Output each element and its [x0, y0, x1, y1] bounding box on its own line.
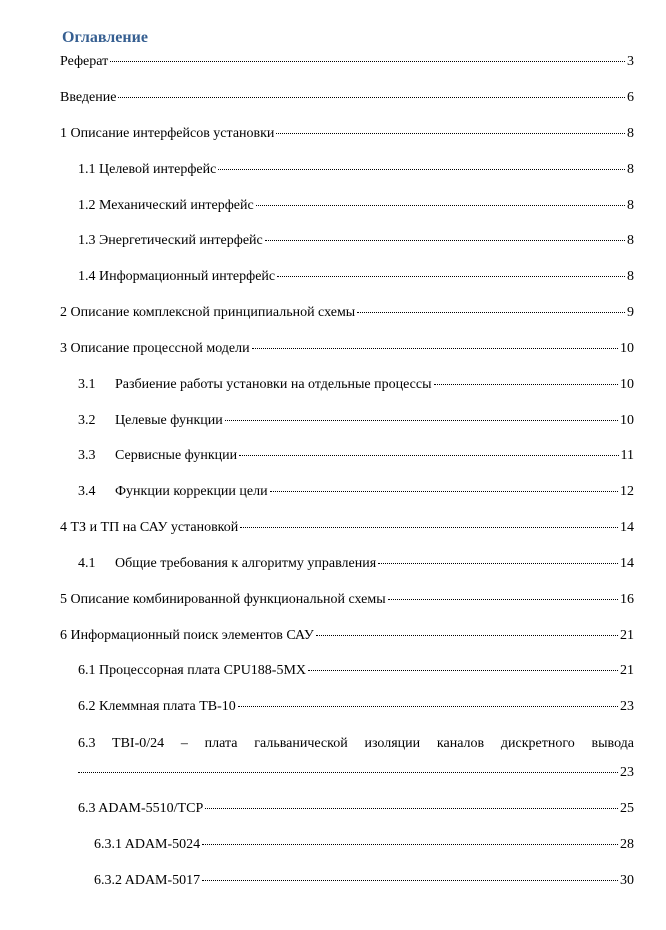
- dot-leader: [238, 705, 618, 707]
- dot-leader: [205, 807, 618, 809]
- toc-entry-page: 21: [620, 628, 634, 643]
- toc-entry-number: 4.1: [78, 556, 96, 571]
- dot-leader: [252, 347, 618, 349]
- toc-entry-page: 25: [620, 801, 634, 816]
- toc-entry-title: Целевые функции: [115, 413, 223, 428]
- toc-entry[interactable]: [60, 339, 634, 359]
- toc-entry[interactable]: [78, 267, 634, 287]
- dot-leader: [270, 490, 618, 492]
- toc-entry[interactable]: [78, 446, 634, 466]
- dot-leader: [225, 419, 618, 421]
- toc-entry-page: 9: [627, 305, 634, 320]
- dot-leader: [316, 634, 618, 636]
- toc-entry-page: 8: [627, 126, 634, 141]
- toc-entry-page: 12: [620, 484, 634, 499]
- toc-entry-page: 10: [620, 377, 634, 392]
- toc-entry-title: 6.3 ADAM-5510/TCP: [78, 801, 204, 816]
- toc-entry-page: 10: [620, 341, 634, 356]
- toc-entry[interactable]: [60, 52, 634, 72]
- toc-entry-page: 8: [627, 162, 634, 177]
- toc-entry-title: 6.3.1 ADAM-5024: [94, 837, 201, 852]
- toc-entry-title: 6.2 Клеммная плата TB-10: [78, 699, 236, 714]
- toc-entry[interactable]: [60, 518, 634, 538]
- toc-entry-page: 14: [620, 556, 634, 571]
- dot-leader: [239, 454, 618, 456]
- dot-leader: [265, 239, 625, 241]
- dot-leader: [277, 275, 625, 277]
- toc-entry-title: 5 Описание комбинированной функциональной схемы: [60, 592, 386, 607]
- toc-entry-page: 8: [627, 269, 634, 284]
- dot-leader: [202, 879, 618, 881]
- dot-leader: [202, 843, 618, 845]
- toc-entry-title: Реферат: [60, 54, 109, 69]
- toc-entry[interactable]: [60, 88, 634, 108]
- toc-entry[interactable]: [60, 303, 634, 323]
- toc-entry[interactable]: [78, 160, 634, 180]
- toc-entry-title: 1.4 Информационный интерфейс: [78, 269, 276, 284]
- toc-entry-number: 3.4: [78, 484, 96, 499]
- toc-entry[interactable]: [78, 763, 634, 783]
- toc-entry[interactable]: [78, 554, 634, 574]
- toc-entry-page: 6: [627, 90, 634, 105]
- toc-entry-wrapped-title[interactable]: 6.3 TBI-0/24 – плата гальванической изоляции каналов дискретного вывода: [78, 736, 634, 751]
- toc-entry-number: 3.1: [78, 377, 96, 392]
- toc-entry-page: 23: [620, 765, 634, 780]
- toc-entry[interactable]: [94, 835, 634, 855]
- toc-entry[interactable]: [78, 661, 634, 681]
- toc-entry-title: 3 Описание процессной модели: [60, 341, 250, 356]
- dot-leader: [118, 96, 625, 98]
- toc-entry[interactable]: [60, 626, 634, 646]
- toc-entry-page: 28: [620, 837, 634, 852]
- toc-entry-number: 3.2: [78, 413, 96, 428]
- toc-entry-title: 6.1 Процессорная плата CPU188-5MX: [78, 663, 307, 678]
- dot-leader: [218, 168, 625, 170]
- toc-entry-title: Введение: [60, 90, 117, 105]
- toc-entry[interactable]: [78, 411, 634, 431]
- toc-entry[interactable]: [78, 196, 634, 216]
- toc-entry-title: 1.3 Энергетический интерфейс: [78, 233, 263, 248]
- dot-leader: [276, 132, 625, 134]
- toc-entry-title: 1.2 Механический интерфейс: [78, 198, 254, 213]
- toc-entry-title: Функции коррекции цели: [115, 484, 268, 499]
- toc-entry-title: Сервисные функции: [115, 448, 238, 463]
- toc-entry-page: 8: [627, 198, 634, 213]
- dot-leader: [110, 60, 625, 62]
- toc-entry-title: 6.3.2 ADAM-5017: [94, 873, 201, 888]
- toc-heading: Оглавление: [62, 29, 148, 46]
- toc-entry[interactable]: [78, 799, 634, 819]
- toc-entry[interactable]: [60, 590, 634, 610]
- toc-entry-number: 3.3: [78, 448, 96, 463]
- dot-leader: [78, 771, 618, 773]
- toc-entry-page: 14: [620, 520, 634, 535]
- toc-entry-page: 16: [620, 592, 634, 607]
- toc-entry[interactable]: [94, 871, 634, 891]
- toc-entry-page: 21: [620, 663, 634, 678]
- toc-entry-title: 2 Описание комплексной принципиальной схемы: [60, 305, 356, 320]
- toc-entry[interactable]: [60, 124, 634, 144]
- toc-entry-title: 4 ТЗ и ТП на САУ установкой: [60, 520, 239, 535]
- toc-entry-title: 1 Описание интерфейсов установки: [60, 126, 275, 141]
- toc-entry-title: Разбиение работы установки на отдельные процессы: [115, 377, 432, 392]
- toc-entry-page: 30: [620, 873, 634, 888]
- toc-entry[interactable]: [78, 231, 634, 251]
- dot-leader: [378, 562, 618, 564]
- toc-entry-page: 3: [627, 54, 634, 69]
- toc-entry-page: 10: [620, 413, 634, 428]
- dot-leader: [308, 669, 618, 671]
- dot-leader: [240, 526, 618, 528]
- toc-entry-page: 23: [620, 699, 634, 714]
- dot-leader: [434, 383, 618, 385]
- toc-entry-title: Общие требования к алгоритму управления: [115, 556, 377, 571]
- toc-entry-title: 6 Информационный поиск элементов САУ: [60, 628, 314, 643]
- toc-entry[interactable]: [78, 697, 634, 717]
- toc-entry-title: 1.1 Целевой интерфейс: [78, 162, 217, 177]
- dot-leader: [357, 311, 625, 313]
- toc-entry-page: 8: [627, 233, 634, 248]
- toc-entry-page: 11: [620, 448, 634, 463]
- dot-leader: [256, 204, 625, 206]
- toc-entry[interactable]: [78, 482, 634, 502]
- dot-leader: [388, 598, 618, 600]
- toc-entry[interactable]: [78, 375, 634, 395]
